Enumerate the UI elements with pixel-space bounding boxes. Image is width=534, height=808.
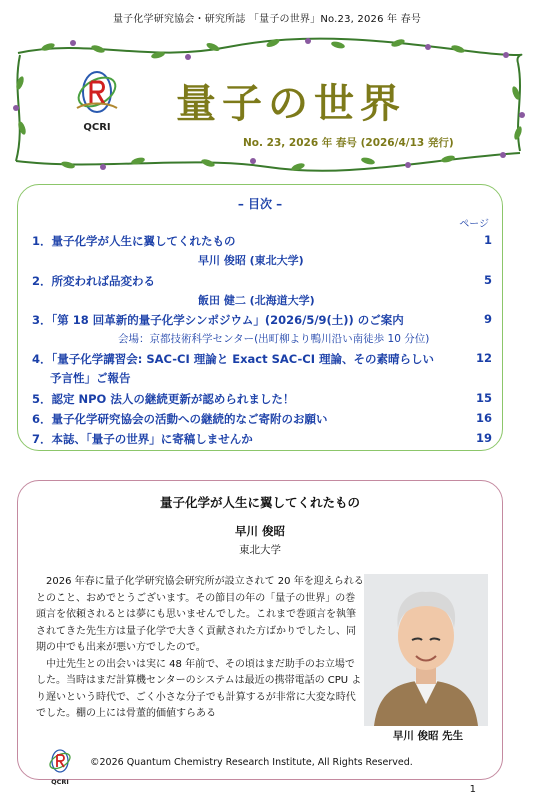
toc-page-heading: ページ: [459, 219, 489, 230]
toc-entry-title: 4．「量子化学講習会: SAC-CI 理論と Exact SAC-CI 理論、その素晴らしい: [32, 352, 434, 366]
toc-entry-continuation: 予言性」ご報告: [50, 371, 131, 385]
toc-entry-author: 飯田 健二 (北海道大学): [198, 294, 315, 307]
toc-entry-7[interactable]: [32, 431, 492, 447]
article-paragraph: 中辻先生との出会いは実に 48 年前で、その頃はまだ助手のお立場でした。当時はまだ計算機センターのシステムは最近の携帯電話の CPU より遅いという時代で、ごく小さな分子でも計算するが非常に大変な時代でした。棚の上には骨董的価値すらある: [36, 658, 362, 719]
journal-title: 量子の世界: [176, 80, 406, 127]
toc-entry-title: 2．所変われば品変わる: [32, 274, 156, 288]
toc-entry-author: 早川 俊昭 (東北大学): [198, 254, 304, 267]
copyright-text: ©2026 Quantum Chemistry Research Institute, All Rights Reserved.: [90, 757, 413, 768]
svg-text:QCRI: QCRI: [51, 778, 69, 786]
toc-entry-2[interactable]: [32, 273, 492, 289]
toc-entry-title: 1．量子化学が人生に翼してくれたもの: [32, 234, 236, 248]
journal-header: 量子化学研究協会・研究所誌 「量子の世界」No.23, 2026 年 春号: [112, 14, 422, 25]
article-section: [17, 480, 503, 780]
toc-entry-page: 5: [483, 273, 492, 287]
qcri-logo: [67, 68, 127, 136]
toc-entry-4[interactable]: [32, 351, 492, 367]
photo-caption: 早川 俊昭 先生: [392, 730, 464, 742]
issue-info: No. 23, 2026 年 春号 (2026/4/13 発行): [243, 137, 454, 149]
toc-entry-page: 9: [483, 312, 492, 326]
article-affiliation: 東北大学: [239, 544, 281, 556]
toc-entry-3[interactable]: [32, 312, 492, 328]
toc-entry-page: 16: [475, 411, 492, 425]
toc-entry-title: 7．本誌、「量子の世界」に寄稿しませんか: [32, 432, 253, 446]
toc-entry-page: 12: [475, 351, 492, 365]
article-title: 量子化学が人生に翼してくれたもの: [159, 495, 360, 510]
page-number: 1: [469, 784, 476, 795]
toc-entry-6[interactable]: [32, 411, 492, 427]
article-body: [36, 574, 364, 723]
toc-entry-title: 5．認定 NPO 法人の継続更新が認められました！: [32, 392, 295, 406]
toc-entry-title: 6．量子化学研究協会の活動への継続的なご寄附のお願い: [32, 412, 328, 426]
toc-entry-title: 3．「第 18 回革新的量子化学シンポジウム」(2026/5/9(土)) のご案内: [32, 313, 404, 327]
toc-entry-venue: 会場：京都技術科学センター(出町柳より鴨川沿い南徒歩 10 分位): [118, 333, 430, 345]
svg-text:QCRI: QCRI: [83, 122, 111, 133]
toc-entry-1[interactable]: [32, 233, 492, 249]
toc-entry-page: 1: [483, 233, 492, 247]
toc-entry-page: 19: [475, 431, 492, 445]
qcri-footer-logo: [45, 747, 75, 787]
author-photo: [364, 574, 488, 726]
article-paragraph: 2026 年春に量子化学研究協会研究所が設立されて 20 年を迎えられるとのこと、おめでとうございます。その節目の年の「量子の世界」の巻頭言を依頼されるとは夢にも思いませんでした。これまで巻頭言を執筆されてきた先生方は量子化学で大きく貢献された方ばかりでしたし、同期の中でも出来が悪い方でしたので。: [36, 576, 364, 653]
article-author: 早川 俊昭: [234, 524, 285, 538]
toc-entry-page: 15: [475, 391, 492, 405]
toc-title: – 目次 –: [237, 197, 283, 211]
table-of-contents: [17, 184, 503, 451]
toc-entry-5[interactable]: [32, 391, 492, 407]
